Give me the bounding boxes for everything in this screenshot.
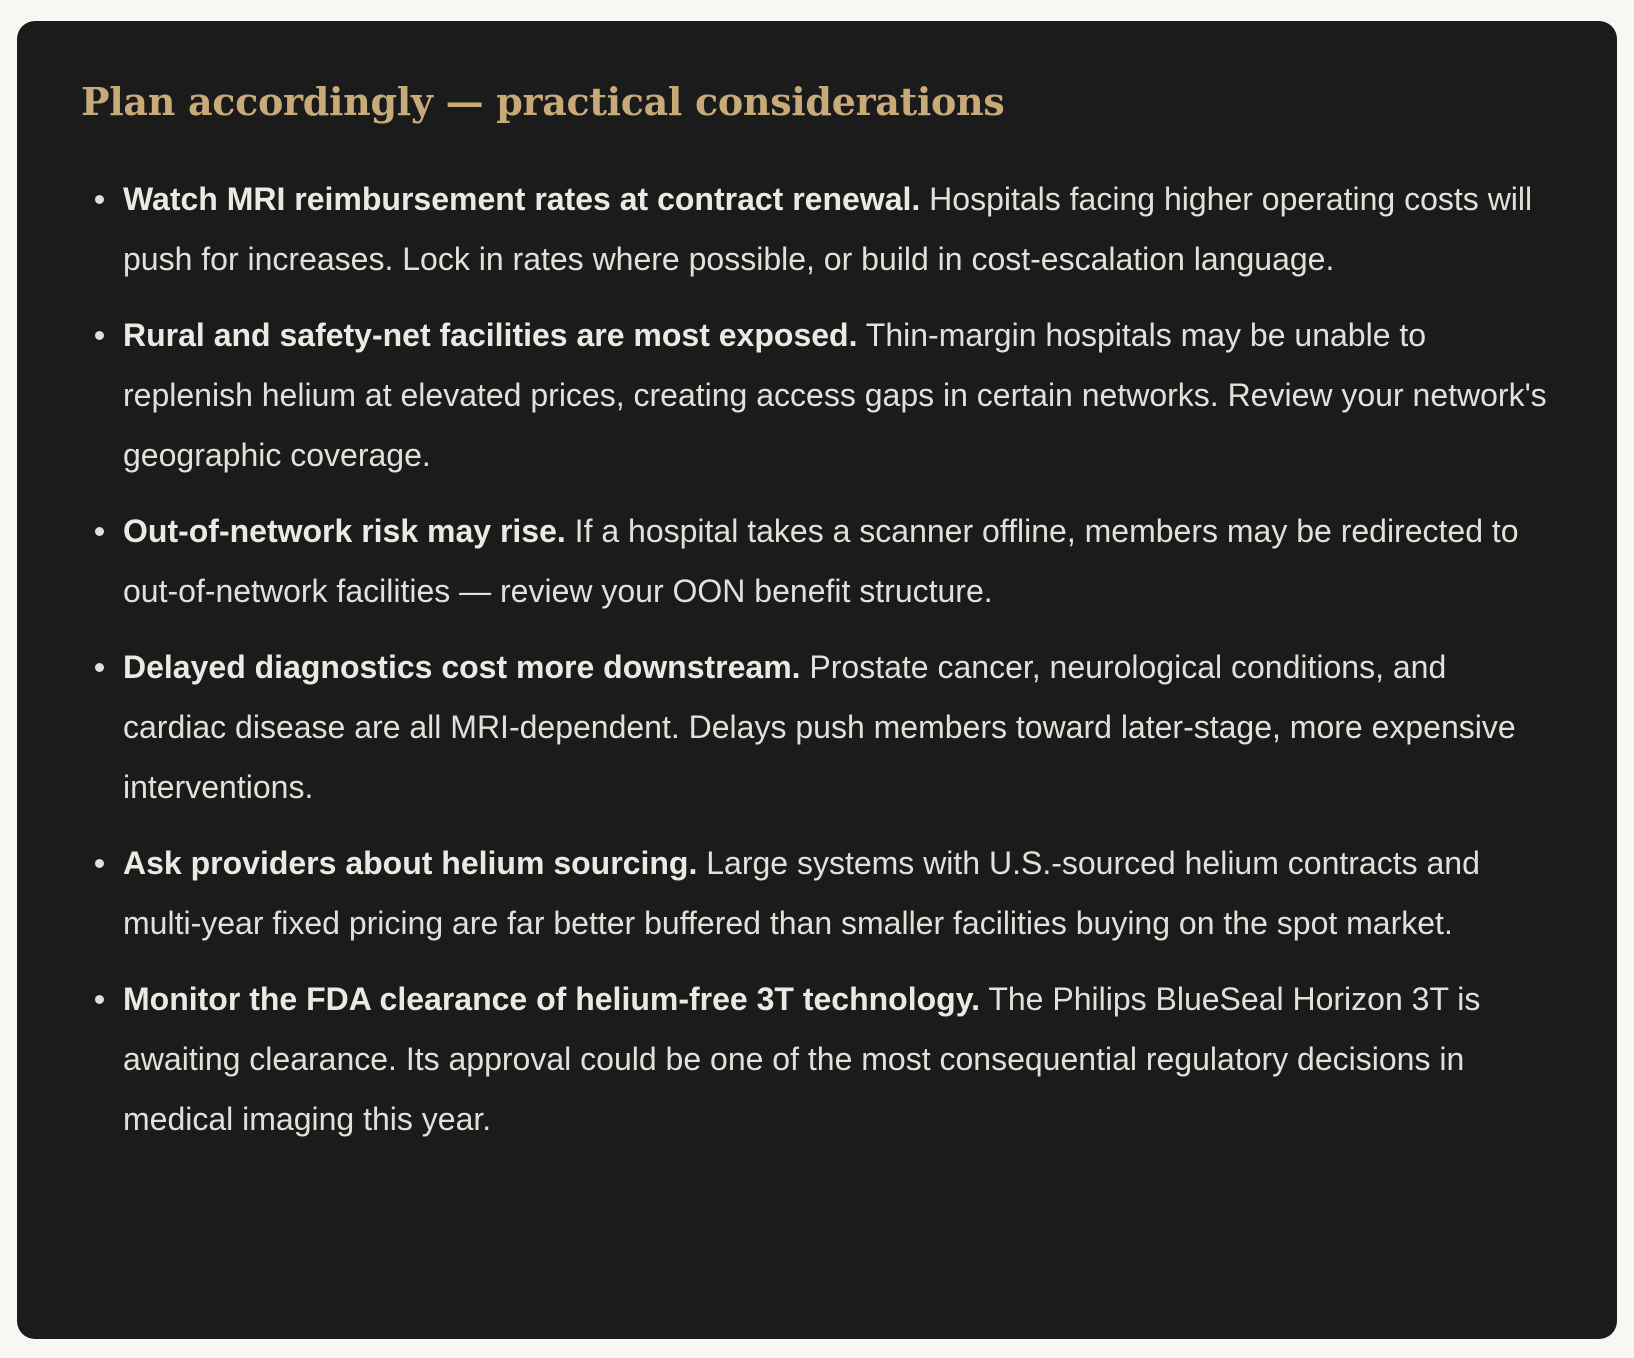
point-lead: Delayed diagnostics cost more downstream. <box>123 648 801 685</box>
considerations-list <box>81 169 1553 1149</box>
bullet-icon <box>95 995 104 1004</box>
card-title: Plan accordingly — practical considerations <box>81 79 1005 124</box>
point-lead: Out-of-network risk may rise. <box>123 512 566 549</box>
considerations-card <box>17 21 1617 1339</box>
bullet-icon <box>95 331 104 340</box>
point-lead: Monitor the FDA clearance of helium-free 3T technology. <box>123 980 980 1017</box>
list-item <box>81 305 1553 485</box>
point-body: Thin-margin hospitals may be unable to replenish helium at elevated prices, creating access gaps in certain networks. Review your network's geographic coverage. <box>123 316 1547 473</box>
point-body: Prostate cancer, neurological conditions, and cardiac disease are all MRI-dependent. Delays push members toward later-stage, more expensive interventions. <box>123 648 1516 805</box>
list-item <box>81 169 1553 289</box>
point-body: If a hospital takes a scanner offline, members may be redirected to out-of-network facilities — review your OON benefit structure. <box>123 512 1519 609</box>
list-item <box>81 501 1553 621</box>
point-lead: Rural and safety-net facilities are most exposed. <box>123 316 858 353</box>
point-lead: Ask providers about helium sourcing. <box>123 844 698 881</box>
list-item <box>81 833 1553 953</box>
bullet-icon <box>95 663 104 672</box>
point-body: Large systems with U.S.-sourced helium contracts and multi-year fixed pricing are far better buffered than smaller facilities buying on the spot market. <box>123 844 1480 941</box>
bullet-icon <box>95 195 104 204</box>
bullet-icon <box>95 527 104 536</box>
list-item <box>81 969 1553 1149</box>
bullet-icon <box>95 859 104 868</box>
point-body: The Philips BlueSeal Horizon 3T is awaiting clearance. Its approval could be one of the most consequential regulatory decisions in medical imaging this year. <box>123 980 1481 1137</box>
point-body: Hospitals facing higher operating costs will push for increases. Lock in rates where possible, or build in cost-escalation language. <box>123 180 1533 277</box>
list-item <box>81 637 1553 817</box>
point-lead: Watch MRI reimbursement rates at contract renewal. <box>123 180 921 217</box>
